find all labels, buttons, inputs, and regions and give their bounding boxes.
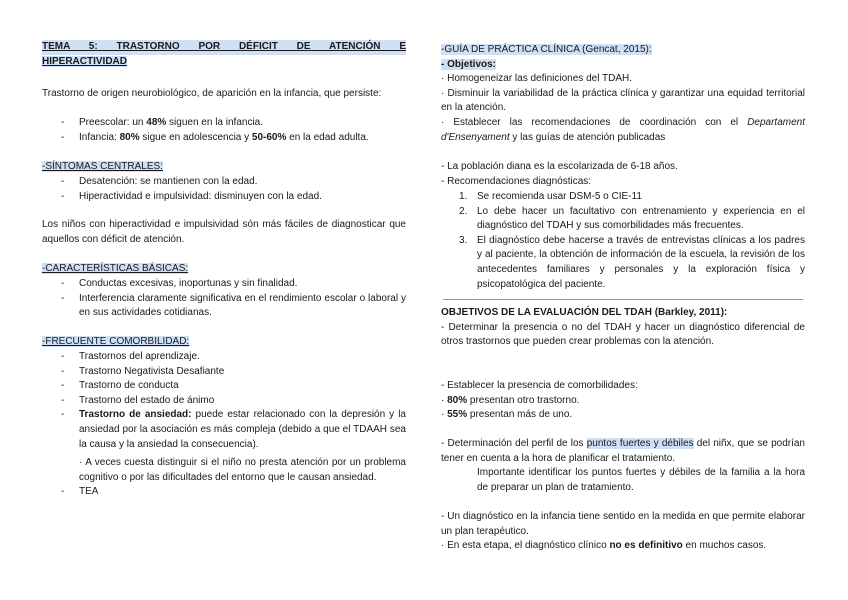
comorbilidad-heading: -FRECUENTE COMORBILIDAD:	[42, 336, 190, 347]
recomendaciones-label: - Recomendaciones diagnósticas:	[441, 176, 592, 187]
objetivo-item: · Homogeneizar las definiciones del TDAH.	[441, 73, 633, 85]
objetivo-item: · Disminuir la variabilidad de la práctica clínica y garantizar una equidad territorial en la atención.	[441, 87, 805, 114]
objetivo-item: · Establecer las recomendaciones de coordinación con el Departament d'Ensenyament y las guías de atención publicadas	[441, 116, 805, 143]
list-item: - Hiperactividad e impulsividad: disminuyen con la edad.	[42, 190, 406, 205]
sintomas-list	[42, 175, 406, 204]
document-title-line-2: HIPERACTIVIDAD	[42, 55, 128, 67]
objetivos-label: - Objetivos:	[441, 58, 497, 70]
list-item: - TEA	[42, 485, 406, 500]
comorbilidad-stat: · 80% presentan otro trastorno.	[441, 394, 580, 406]
determinar-paragraph: - Determinar la presencia o no del TDAH y hacer un diagnóstico diferencial de otros trastornos que pueden crear problemas con la atención.	[441, 321, 805, 348]
list-item: - Interferencia claramente significativa en el rendimiento escolar o laboral y en sus actividades cotidianas.	[42, 292, 406, 321]
poblacion-line: - La población diana es la escolarizada de 6-18 años.	[441, 161, 678, 172]
list-item: 1. Se recomienda usar DSM-5 o CIE-11	[459, 191, 642, 202]
list-item: - Conductas excesivas, inoportunas y sin finalidad.	[42, 277, 406, 292]
infancia-paragraph: - Un diagnóstico en la infancia tiene sentido en la medida en que permite elaborar un plan terapéutico.	[441, 511, 805, 537]
list-item: - Infancia: 80% sigue en adolescencia y 50-60% en la edad adulta.	[42, 131, 406, 146]
sintomas-heading: -SÍNTOMAS CENTRALES:	[42, 161, 163, 172]
recomendaciones-list	[441, 190, 805, 292]
caracteristicas-heading: -CARACTERÍSTICAS BÁSICAS:	[42, 263, 189, 274]
list-item: 3. El diagnóstico debe hacerse a través de entrevistas clínicas a los padres y al paciente, la obtención de información de la escuela, la revisión de los antecedentes familiares y personales y la exploración física y psicopatológica del paciente.	[459, 234, 805, 290]
list-item: - Trastorno Negativista Desafiante	[42, 365, 406, 380]
list-item: - Trastorno del estado de ánimo	[42, 394, 406, 409]
list-item: - Preescolar: un 48% siguen en la infancia.	[42, 116, 406, 131]
ansiedad-note: · A veces cuesta distinguir si el niño no presta atención por un problema cognitivo o por las dificultades del entorno que le causan ansiedad.	[79, 457, 406, 483]
perfil-note: Importante identificar los puntos fuertes y débiles de la familia a la hora de preparar un plan de tratamiento.	[477, 467, 805, 493]
document-title	[42, 40, 406, 55]
intro-paragraph: Trastorno de origen neurobiológico, de aparición en la infancia, que persiste:	[42, 88, 382, 99]
list-item: - Desatención: se mantienen con la edad.	[42, 175, 406, 190]
comorbilidad-stat: · 55% presentan más de uno.	[441, 409, 573, 421]
objetivos-list	[441, 72, 805, 145]
list-item: - Trastorno de conducta	[42, 379, 406, 394]
list-item-ansiedad: - Trastorno de ansiedad: puede estar relacionado con la depresión y la ansiedad por la asociación es más compleja (debido a que el TDAAH sea la causa y la ansiedad la consecuencia). · A veces cuesta distinguir si el niño no presta atención por un problema cognitivo o por las dificultades del entorno que le causan ansiedad.	[42, 408, 406, 485]
comorbilidades-label: - Establecer la presencia de comorbilidades:	[441, 380, 638, 391]
list-item: 2. Lo debe hacer un facultativo con entrenamiento y experiencia en el diagnóstico del TDAH y sus comorbilidades más frecuentes.	[459, 205, 805, 232]
section-divider	[443, 299, 803, 300]
perfil-paragraph: - Determinación del perfil de los puntos fuertes y débiles del niñx, que se podrían tener en cuenta a la hora de planificar el tratamiento.	[441, 438, 805, 464]
ninos-paragraph: Los niños con hiperactividad e impulsividad són más fáciles de diagnosticar que aquellos con déficit de atención.	[42, 219, 406, 245]
guia-heading: -GUÍA DE PRÁCTICA CLÍNICA (Gencat, 2015):	[441, 44, 652, 55]
list-item: - Trastornos del aprendizaje.	[42, 350, 406, 365]
evaluacion-heading: OBJETIVOS DE LA EVALUACIÓN DEL TDAH (Barkley, 2011):	[441, 307, 728, 318]
intro-list	[42, 116, 406, 145]
caracteristicas-list	[42, 277, 406, 321]
etapa-line: · En esta etapa, el diagnóstico clínico no es definitivo en muchos casos.	[441, 540, 767, 552]
title-line-1: TEMA 5: TRASTORNO POR DÉFICIT DE ATENCIÓN E	[42, 40, 406, 55]
comorbilidad-list	[42, 350, 406, 500]
